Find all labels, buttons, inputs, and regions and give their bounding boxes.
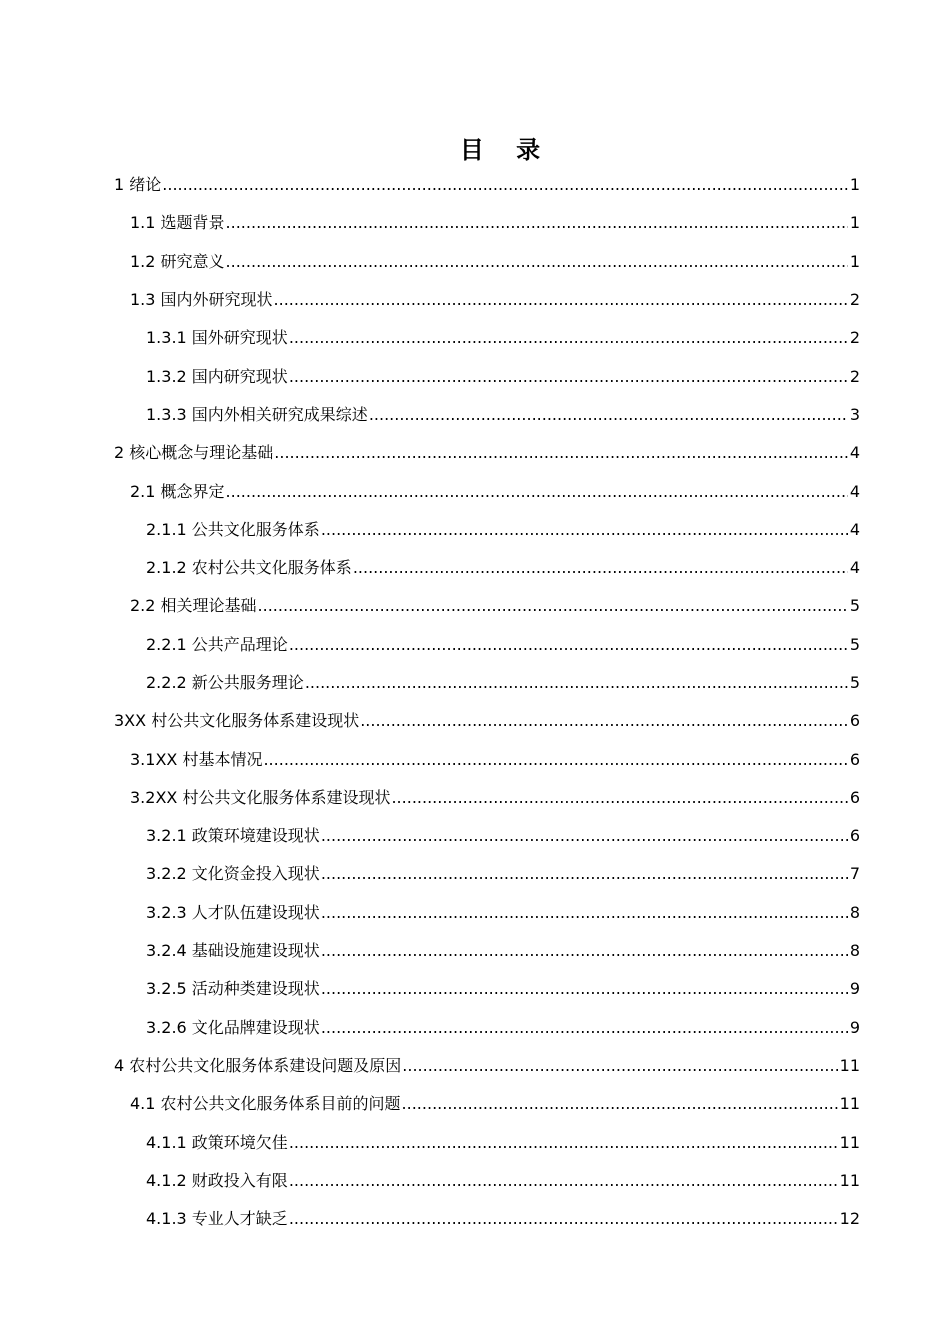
toc-entry-label: 3.2.3 人才队伍建设现状 [146, 902, 320, 922]
toc-dot-leader [226, 252, 848, 272]
toc-entry[interactable] [114, 511, 860, 549]
toc-entry-page-number: 2 [849, 328, 860, 348]
toc-entry-page-number: 9 [849, 979, 860, 999]
toc-entry-page-number: 8 [849, 941, 860, 961]
toc-entry[interactable] [114, 166, 860, 204]
toc-entry[interactable] [114, 396, 860, 434]
toc-entry-label: 3.2.1 政策环境建设现状 [146, 826, 320, 846]
toc-entry-label: 2 核心概念与理论基础 [114, 443, 274, 463]
toc-dot-leader [321, 1018, 848, 1038]
toc-dot-leader [289, 367, 848, 387]
toc-entry[interactable] [114, 1162, 860, 1200]
toc-entry[interactable] [114, 243, 860, 281]
toc-dot-leader [274, 443, 848, 463]
toc-entry-page-number: 4 [849, 519, 860, 539]
toc-dot-leader [258, 596, 848, 616]
toc-dot-leader [289, 635, 848, 655]
toc-entry[interactable] [114, 894, 860, 932]
toc-entry-page-number: 2 [849, 290, 860, 310]
toc-dot-leader [263, 750, 847, 770]
toc-entry[interactable] [114, 970, 860, 1008]
toc-entry[interactable] [114, 1009, 860, 1047]
toc-dot-leader [289, 1133, 838, 1153]
toc-entry-page-number: 4 [849, 481, 860, 501]
toc-entry-label: 2.2.1 公共产品理论 [146, 634, 288, 654]
toc-entry-label: 1.1 选题背景 [130, 213, 225, 233]
toc-entry-label: 3.2XX 村公共文化服务体系建设现状 [130, 787, 391, 807]
toc-dot-leader [289, 1171, 838, 1191]
toc-dot-leader [321, 864, 848, 884]
toc-entry-page-number: 4 [849, 558, 860, 578]
toc-dot-leader [274, 290, 848, 310]
toc-entry-label: 1.3.1 国外研究现状 [146, 328, 288, 348]
toc-dot-leader [162, 175, 848, 195]
toc-dot-leader [353, 558, 848, 578]
toc-entry-label: 3.2.5 活动种类建设现状 [146, 979, 320, 999]
toc-entry-page-number: 5 [849, 634, 860, 654]
toc-entry-label: 4.1 农村公共文化服务体系目前的问题 [130, 1094, 401, 1114]
toc-dot-leader [321, 826, 848, 846]
toc-entry-page-number: 6 [849, 711, 860, 731]
toc-entry-label: 4.1.3 专业人才缺乏 [146, 1209, 288, 1229]
toc-entry[interactable] [114, 1085, 860, 1123]
toc-entry-label: 2.1.1 公共文化服务体系 [146, 519, 320, 539]
toc-entry-label: 3.2.2 文化资金投入现状 [146, 864, 320, 884]
toc-entry[interactable] [114, 702, 860, 740]
toc-entry-page-number: 11 [839, 1094, 860, 1114]
toc-entry-page-number: 6 [849, 749, 860, 769]
toc-entry-page-number: 1 [849, 213, 860, 233]
toc-dot-leader [226, 213, 848, 233]
toc-entry-page-number: 11 [839, 1055, 860, 1075]
toc-entry-label: 4.1.2 财政投入有限 [146, 1170, 288, 1190]
toc-entry-page-number: 1 [849, 251, 860, 271]
toc-entry-label: 3.1XX 村基本情况 [130, 749, 263, 769]
toc-entry-label: 1 绪论 [114, 175, 162, 195]
toc-entry-page-number: 4 [849, 443, 860, 463]
toc-entry[interactable] [114, 549, 860, 587]
toc-entry[interactable] [114, 779, 860, 817]
toc-dot-leader [321, 941, 848, 961]
toc-entry-page-number: 9 [849, 1017, 860, 1037]
toc-entry[interactable] [114, 1047, 860, 1085]
toc-dot-leader [369, 405, 848, 425]
toc-entry-label: 2.1 概念界定 [130, 481, 225, 501]
toc-title: 目 录 [459, 136, 553, 164]
toc-entry[interactable] [114, 357, 860, 395]
toc-entry-label: 1.3.3 国内外相关研究成果综述 [146, 404, 368, 424]
toc-entry-label: 3XX 村公共文化服务体系建设现状 [114, 711, 360, 731]
toc-entry-page-number: 3 [849, 404, 860, 424]
toc-entry-page-number: 6 [849, 826, 860, 846]
toc-entry-page-number: 5 [849, 673, 860, 692]
toc-entry-page-number: 1 [849, 175, 860, 195]
toc-entry[interactable] [114, 664, 860, 702]
toc-dot-leader [321, 520, 848, 540]
toc-entry-page-number: 8 [849, 902, 860, 922]
toc-entry[interactable] [114, 281, 860, 319]
toc-dot-leader [289, 1209, 838, 1229]
toc-list [114, 166, 860, 1238]
toc-entry[interactable] [114, 1123, 860, 1161]
toc-dot-leader [321, 979, 848, 999]
toc-entry-label: 4 农村公共文化服务体系建设问题及原因 [114, 1055, 402, 1075]
toc-entry[interactable] [114, 587, 860, 625]
toc-entry-label: 1.2 研究意义 [130, 251, 225, 271]
toc-entry-page-number: 5 [849, 596, 860, 616]
toc-entry-label: 4.1.1 政策环境欠佳 [146, 1132, 288, 1152]
toc-entry-page-number: 7 [849, 864, 860, 884]
toc-dot-leader [402, 1094, 838, 1114]
toc-entry[interactable] [114, 626, 860, 664]
toc-entry-label: 2.2 相关理论基础 [130, 596, 257, 616]
toc-dot-leader [391, 788, 847, 808]
toc-entry-label: 1.3 国内外研究现状 [130, 290, 273, 310]
toc-entry[interactable] [114, 472, 860, 510]
toc-entry-label: 3.2.6 文化品牌建设现状 [146, 1017, 320, 1037]
toc-entry[interactable] [114, 817, 860, 855]
toc-dot-leader [289, 328, 848, 348]
toc-entry-page-number: 11 [839, 1132, 860, 1152]
toc-dot-leader [226, 482, 848, 502]
toc-entry[interactable] [114, 319, 860, 357]
toc-entry[interactable] [114, 1200, 860, 1238]
toc-entry-page-number: 6 [849, 787, 860, 807]
toc-entry-label: 3.2.4 基础设施建设现状 [146, 941, 320, 961]
toc-entry-page-number: 11 [839, 1170, 860, 1190]
toc-dot-leader [402, 1056, 837, 1076]
toc-entry[interactable] [114, 740, 860, 778]
toc-entry-page-number: 12 [839, 1209, 860, 1229]
toc-entry[interactable] [114, 434, 860, 472]
toc-entry[interactable] [114, 855, 860, 893]
toc-entry-label: 1.3.2 国内研究现状 [146, 366, 288, 386]
toc-dot-leader [360, 711, 848, 731]
toc-dot-leader [321, 903, 848, 923]
toc-entry-page-number: 2 [849, 366, 860, 386]
toc-entry[interactable] [114, 204, 860, 242]
toc-entry-label: 2.2.2 新公共服务理论 [146, 673, 304, 692]
toc-entry[interactable] [114, 932, 860, 970]
toc-dot-leader [305, 673, 848, 693]
toc-entry-label: 2.1.2 农村公共文化服务体系 [146, 558, 352, 578]
